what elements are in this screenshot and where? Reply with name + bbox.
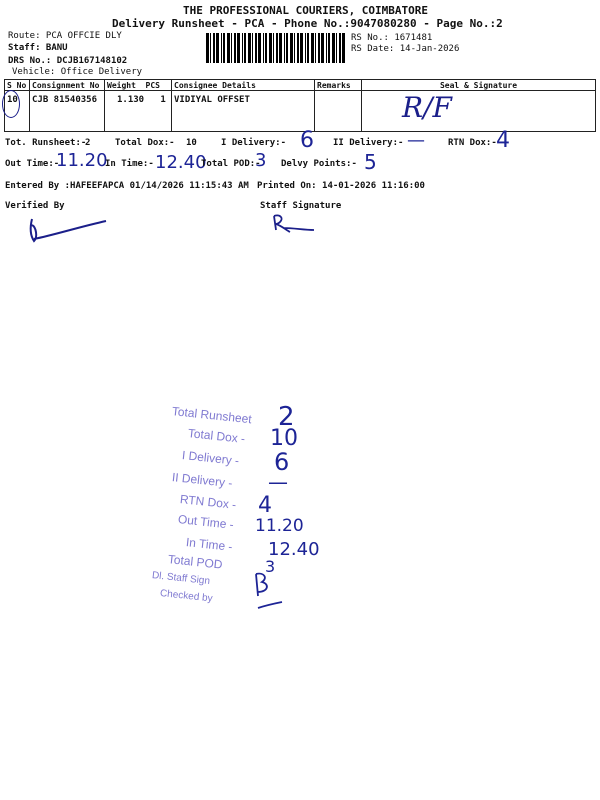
delvy-points-label: Delvy Points:- xyxy=(281,159,357,169)
entered-by: Entered By :HAFEEFAPCA 01/14/2026 11:15:43 AM xyxy=(5,181,249,191)
cell-pcs: 1 xyxy=(160,95,166,105)
stamp-line-3: I Delivery - xyxy=(181,448,240,468)
sno-circle-mark xyxy=(2,90,20,118)
header-weight-pcs xyxy=(105,80,172,91)
cell-signature xyxy=(362,91,596,132)
table-row xyxy=(5,91,596,132)
stamp-value-pod: 3 xyxy=(265,557,276,576)
printed-on: Printed On: 14-01-2026 11:16:00 xyxy=(257,181,425,191)
stamp-line-4: II Delivery - xyxy=(171,470,234,491)
ii-delivery-value: — xyxy=(407,130,425,151)
staff-text: Staff: BANU xyxy=(8,43,68,53)
verified-by-label: Verified By xyxy=(5,201,65,211)
staff-signature-label: Staff Signature xyxy=(260,201,342,211)
stamp-line-1: Total Runsheet xyxy=(171,404,253,427)
header-pcs: PCS xyxy=(145,80,160,90)
stamp-line-2: Total Dox - xyxy=(187,426,246,446)
cell-remarks xyxy=(315,91,362,132)
rs-number: RS No.: 1671481 xyxy=(351,33,433,43)
total-dox-label: Total Dox:- xyxy=(115,138,175,148)
stamp-staff-signature xyxy=(250,570,290,616)
stamp-value-i-delivery: 6 xyxy=(274,448,290,476)
i-delivery-value: 6 xyxy=(300,128,314,153)
stamp-value-rtn: 4 xyxy=(258,493,272,518)
barcode xyxy=(205,33,347,63)
tot-runsheet-value: 2 xyxy=(85,138,91,148)
cell-consignment: CJB 81540356 xyxy=(30,91,105,132)
stamp-line-10: Checked by xyxy=(159,588,214,605)
delvy-points-value: 5 xyxy=(364,150,377,174)
stamp-value-dox: 10 xyxy=(270,426,298,451)
out-time-value: 11.20 xyxy=(56,150,108,171)
route-text: Route: PCA OFFCIE DLY xyxy=(8,31,122,41)
stamp-line-5: RTN Dox - xyxy=(179,492,237,512)
cell-consignee: VIDIYAL OFFSET xyxy=(172,91,315,132)
ii-delivery-label: II Delivery:- xyxy=(333,138,404,148)
tot-runsheet-label: Tot. Runsheet:- xyxy=(5,138,87,148)
delivery-signature: R/F xyxy=(402,91,452,124)
stamp-line-7: In Time - xyxy=(185,535,234,554)
in-time-label: In Time:- xyxy=(105,159,154,169)
rtn-dox-label: RTN Dox:- xyxy=(448,138,497,148)
total-pod-value: 3 xyxy=(255,150,267,171)
cell-weight-pcs xyxy=(105,91,172,132)
stamp-value-ii-delivery: — xyxy=(268,470,288,494)
header-sno: S No xyxy=(5,80,30,91)
header-consignee: Consignee Details xyxy=(172,80,315,91)
stamp-value-out-time: 11.20 xyxy=(255,516,304,536)
verified-signature xyxy=(24,215,114,245)
stamp-line-9: Dl. Staff Sign xyxy=(151,570,211,588)
header-remarks: Remarks xyxy=(315,80,362,91)
company-name: THE PROFESSIONAL COURIERS, COIMBATORE xyxy=(183,4,429,17)
consignment-table xyxy=(4,79,596,132)
out-time-label: Out Time:- xyxy=(5,159,60,169)
total-pod-label: Total POD:- xyxy=(201,159,261,169)
drs-number: DRS No.: DCJB167148102 xyxy=(8,56,128,66)
cell-weight: 1.130 xyxy=(117,95,145,105)
stamp-value-in-time: 12.40 xyxy=(268,539,320,560)
total-dox-value: 10 xyxy=(186,138,197,148)
rs-date: RS Date: 14-Jan-2026 xyxy=(351,44,460,54)
rtn-dox-value: 4 xyxy=(496,128,510,153)
stamp-line-8: Total POD xyxy=(167,552,224,572)
stamp-value-runsheet: 2 xyxy=(278,402,295,432)
page-title: Delivery Runsheet - PCA - Phone No.:9047080280 - Page No.:2 xyxy=(112,17,503,30)
stamp-line-6: Out Time - xyxy=(177,512,235,532)
header-seal-signature: Seal & Signature xyxy=(362,80,596,91)
vehicle-text: Vehicle: Office Delivery xyxy=(12,67,143,77)
header-consignment: Consignment No xyxy=(30,80,105,91)
i-delivery-label: I Delivery:- xyxy=(221,138,287,148)
cell-sno: 10 xyxy=(5,91,30,132)
table-header-row xyxy=(5,80,596,91)
in-time-value: 12.40 xyxy=(155,152,207,173)
header-weight: Weight xyxy=(107,80,136,90)
staff-signature-mark xyxy=(270,212,320,236)
